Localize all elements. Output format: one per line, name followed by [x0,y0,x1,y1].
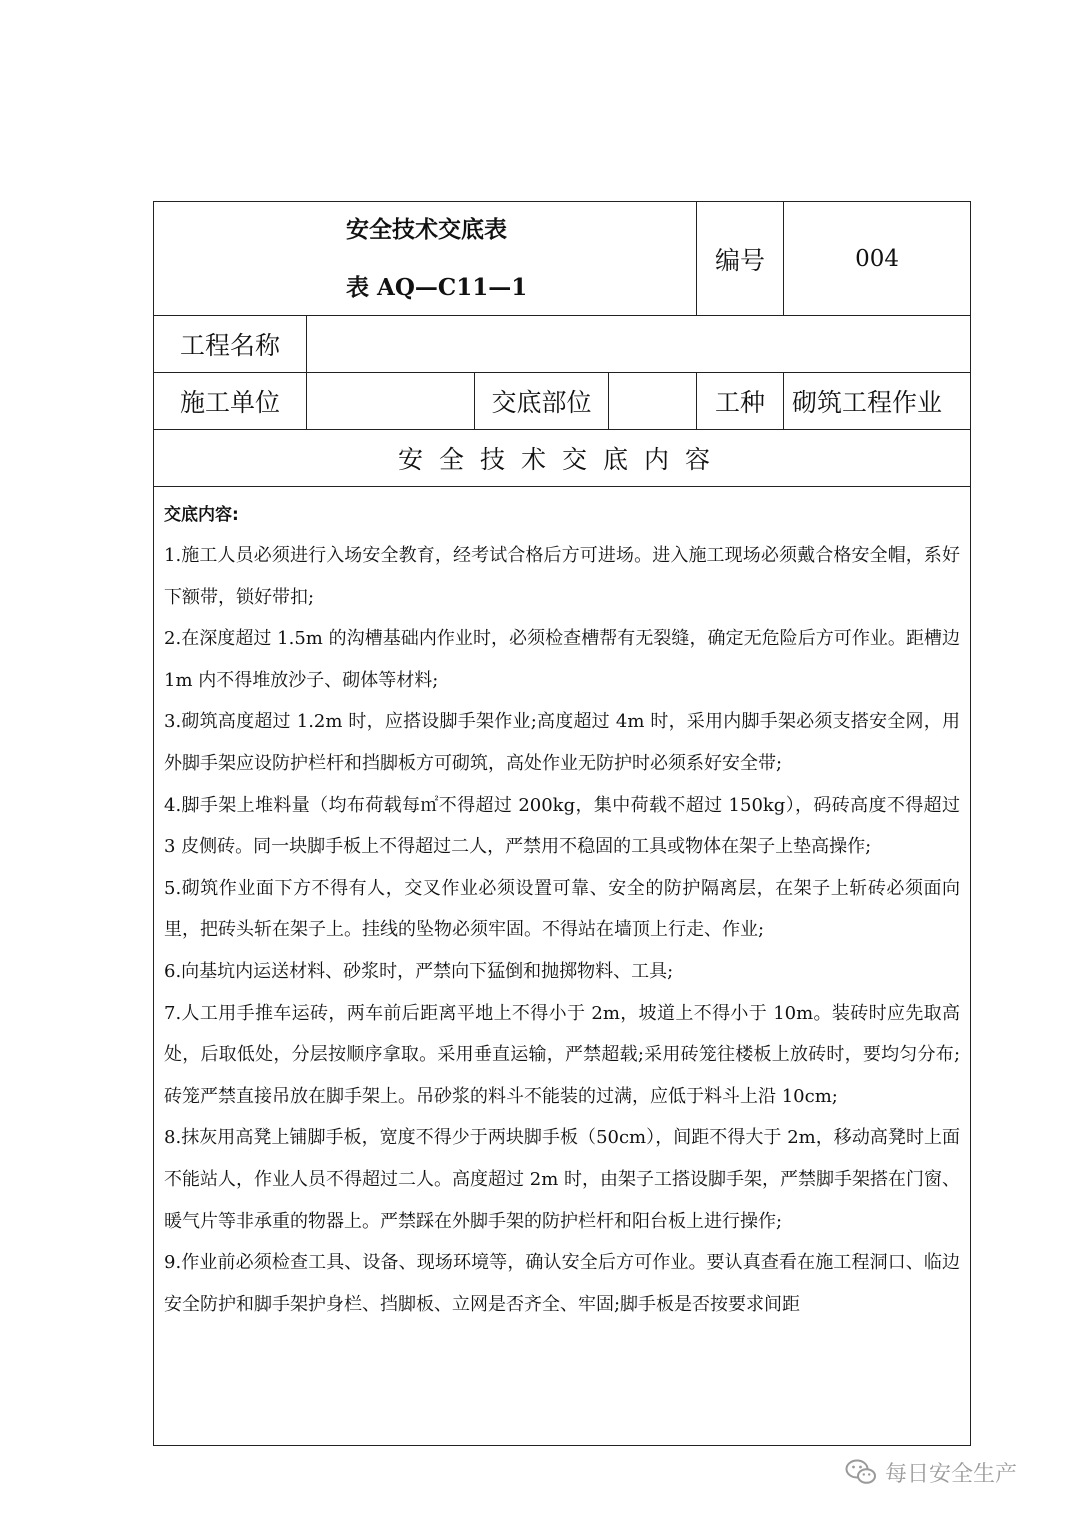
content-heading: 交底内容: [164,505,239,525]
content-paragraph-1: 1.施工人员必须进行入场安全教育，经考试合格后方可进场。进入施工现场必须戴合格安全帽，系好下额带，锁好带扣; [164,545,961,608]
content-paragraph-4: 4.脚手架上堆料量（均布荷载每㎡不得超过 200kg，集中荷载不超过 150kg），码砖高度不得超过 3 皮侧砖。同一块脚手板上不得超过二人，严禁用不稳固的工具或物体在架子上垫高操作; [164,794,961,858]
trade-label: 工种 [697,373,784,430]
content-paragraph-9: 9.作业前必须检查工具、设备、现场环境等，确认安全后方可作业。要认真查看在施工程洞口、临边安全防护和脚手架护身栏、挡脚板、立网是否齐全、牢固;脚手板是否按要求间距 [164,1252,961,1315]
construction-unit-label: 施工单位 [154,373,307,430]
construction-unit-value [307,373,475,430]
wechat-icon [845,1458,877,1486]
content-paragraph-5: 5.砌筑作业面下方不得有人，交叉作业必须设置可靠、安全的防护隔离层，在架子上斩砖必须面向里，把砖头斩在架子上。挂线的坠物必须牢固。不得站在墙顶上行走、作业; [164,877,961,941]
form-title-cell [154,202,697,316]
section-heading: 安全技术交底内容 [154,430,971,487]
project-name-value [307,316,971,373]
content-cell [154,487,971,1446]
watermark [845,1455,1017,1489]
content-paragraph-8: 8.抹灰用高凳上铺脚手板，宽度不得少于两块脚手板（50cm），间距不得大于 2m，移动高凳时上面不能站人，作业人员不得超过二人。高度超过 2m 时，由架子工搭设脚手架，严禁脚手架搭在门窗、暖气片等非承重的物器上。严禁踩在外脚手架的防护栏杆和阳台板上进行操作; [164,1127,961,1232]
form-code: 表 AQ—C11—1 [346,273,528,301]
content-body [164,487,960,1445]
form-title: 安全技术交底表 [346,215,507,243]
watermark-text: 每日安全生产 [885,1461,1018,1487]
content-paragraph-6: 6.向基坑内运送材料、砂浆时，严禁向下猛倒和抛掷物料、工具; [164,960,674,982]
trade-value: 砌筑工程作业 [784,373,971,430]
project-name-label: 工程名称 [154,316,307,373]
content-paragraph-3: 3.砌筑高度超过 1.2m 时，应搭设脚手架作业;高度超过 4m 时，采用内脚手架必须支搭安全网，用外脚手架应设防护栏杆和挡脚板方可砌筑，高处作业无防护时必须系好安全带; [164,711,961,774]
content-paragraph-7: 7.人工用手推车运砖，两车前后距离平地上不得小于 2m，坡道上不得小于 10m。装砖时应先取高处，后取低处，分层按顺序拿取。采用垂直运输，严禁超载;采用砖笼往楼板上放砖时，要均匀分布;砖笼严禁直接吊放在脚手架上。吊砂浆的料斗不能装的过满，应低于料斗上沿 10cm; [164,1002,961,1107]
safety-briefing-form [153,201,971,1446]
handover-part-label: 交底部位 [475,373,609,430]
number-value: 004 [784,202,971,316]
number-label: 编号 [697,202,784,316]
content-paragraph-2: 2.在深度超过 1.5m 的沟槽基础内作业时，必须检查槽帮有无裂缝，确定无危险后方可作业。距槽边 1m 内不得堆放沙子、砌体等材料; [164,628,961,691]
handover-part-value [609,373,697,430]
